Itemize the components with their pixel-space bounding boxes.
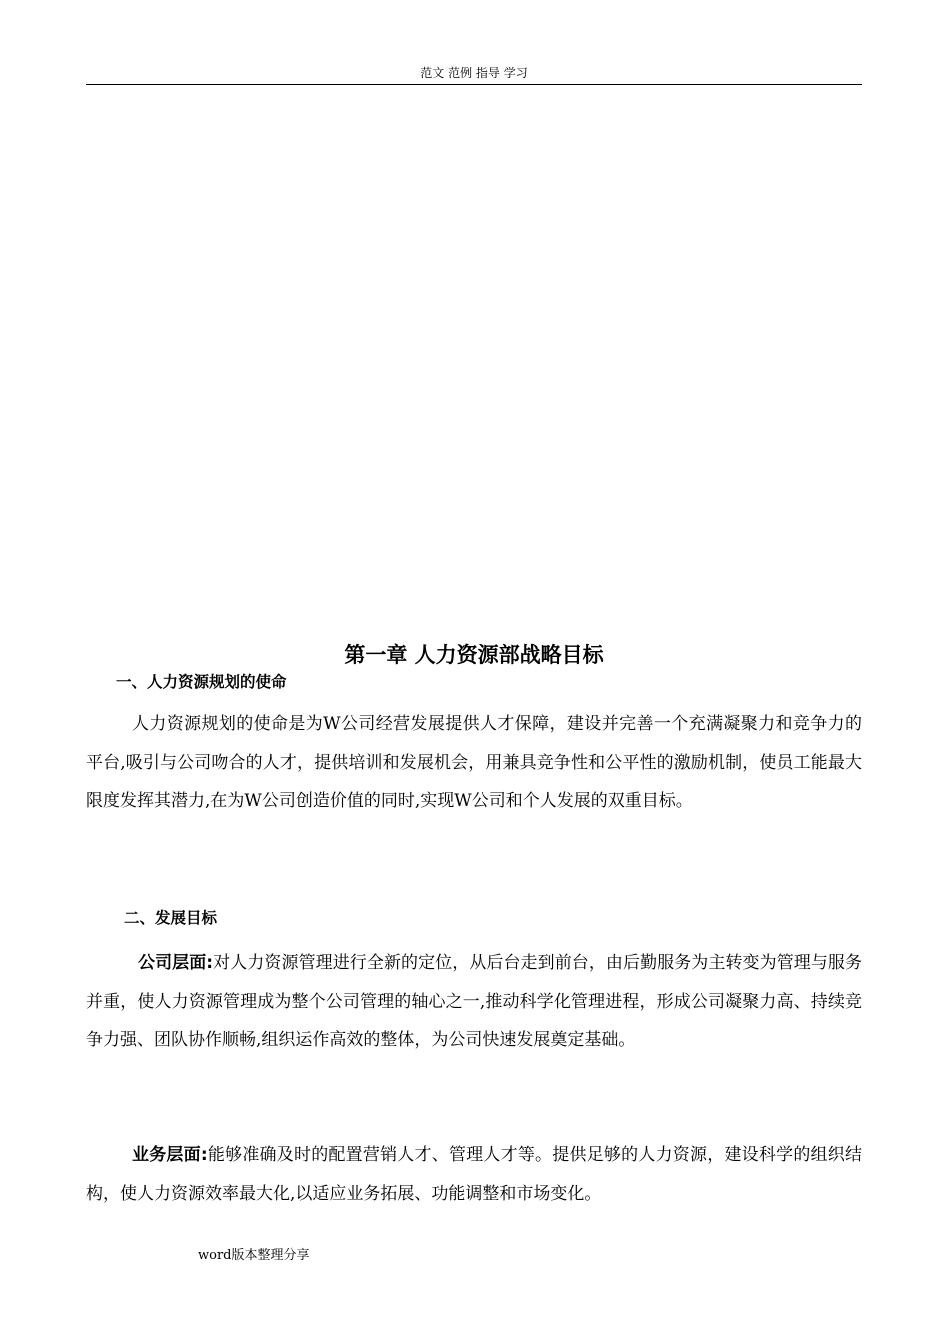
page-footer: word版本整理分享 xyxy=(198,1248,310,1263)
section-heading-goals: 二、发展目标 xyxy=(124,909,218,927)
business-level-label: 业务层面: xyxy=(132,1145,208,1165)
company-level-text: 对人力资源管理进行全新的定位，从后台走到前台，由后勤服务为主转变为管理与服务并重，使人力资源管理成为整个公司管理的轴心之一,推动科学化管理进程，形成公司凝聚力高、持续竞争力强、团队协作顺畅,组织运作高效的整体，为公司快速发展奠定基础。 xyxy=(86,953,862,1050)
paragraph-business-level xyxy=(86,1136,862,1213)
page-header: 范文 范例 指导 学习 xyxy=(86,64,862,85)
paragraph-mission: 人力资源规划的使命是为W公司经营发展提供人才保障，建设并完善一个充满凝聚力和竞争力的平台,吸引与公司吻合的人才，提供培训和发展机会，用兼具竞争性和公平性的激励机制，使员工能最大限度发挥其潜力,在为W公司创造价值的同时,实现W公司和个人发展的双重目标。 xyxy=(86,714,862,811)
company-level-label: 公司层面: xyxy=(138,953,214,973)
paragraph-company-level xyxy=(86,944,862,1060)
business-level-text: 能够准确及时的配置营销人才、管理人才等。提供足够的人力资源，建设科学的组织结构，使人力资源效率最大化,以适应业务拓展、功能调整和市场变化。 xyxy=(86,1145,862,1204)
section-heading-mission: 一、人力资源规划的使命 xyxy=(116,673,287,691)
chapter-title: 第一章 人力资源部战略目标 xyxy=(344,643,604,667)
